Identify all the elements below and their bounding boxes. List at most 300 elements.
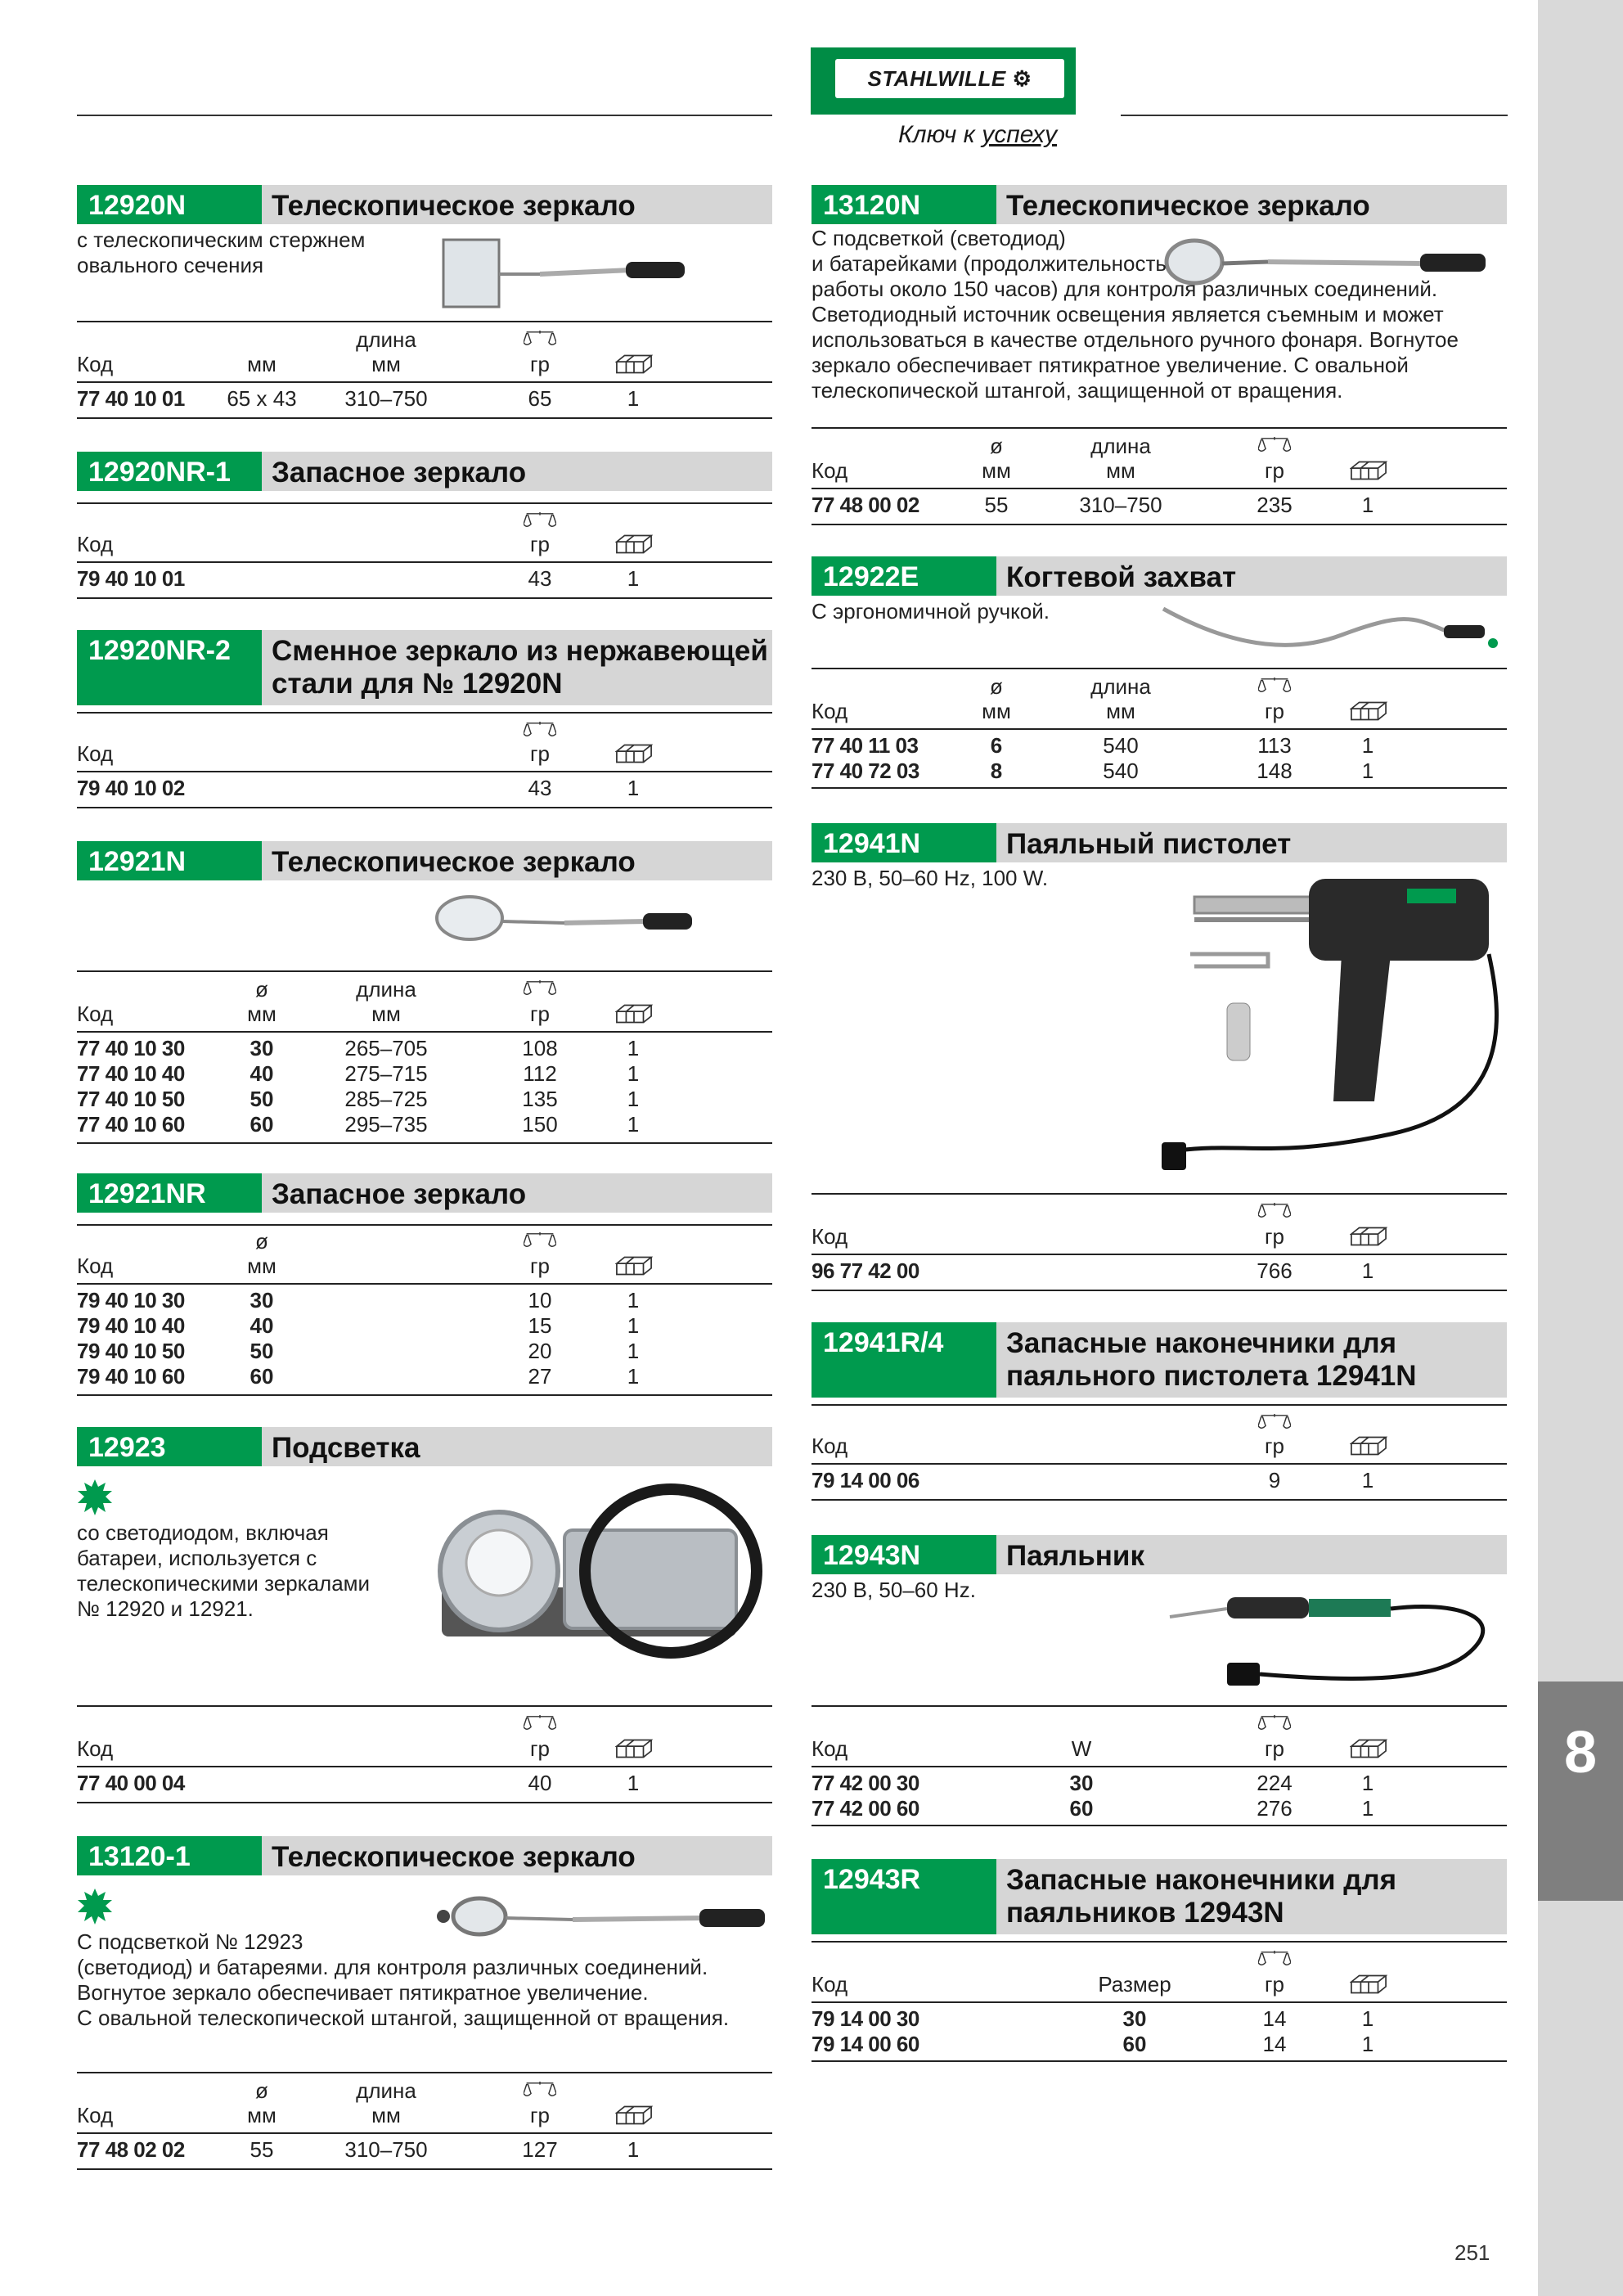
cell-diam: 8 <box>990 759 1003 783</box>
cell-code: 77 40 10 40 <box>77 1061 185 1086</box>
package-icon <box>615 1738 653 1759</box>
product-header <box>812 556 1507 596</box>
cell-qty: 1 <box>1361 1468 1374 1492</box>
cell-length: 310–750 <box>344 386 428 411</box>
weight-icon <box>1258 1201 1291 1221</box>
product-12920N <box>77 185 772 224</box>
package-icon <box>1350 1226 1387 1247</box>
col-code-label: Код <box>77 1254 114 1278</box>
rule <box>77 807 772 808</box>
package-icon <box>1350 1738 1387 1759</box>
product-desc <box>77 1929 729 2031</box>
desc-line: С эргономичной ручкой. <box>812 599 1050 624</box>
col-gr-label: гр <box>530 2103 550 2127</box>
cell-code: 79 40 10 40 <box>77 1313 185 1338</box>
cell-code: 77 40 00 04 <box>77 1771 185 1795</box>
new-star-icon <box>77 1889 113 1925</box>
cell-length: 540 <box>1103 759 1139 783</box>
product-number: 12943N <box>812 1535 996 1574</box>
col-diam-label: ø <box>255 977 268 1002</box>
cell-diam: 50 <box>250 1087 274 1111</box>
product-12921NR <box>77 1173 772 1213</box>
rule <box>812 1941 1507 1943</box>
cell-weight: 27 <box>528 1364 552 1389</box>
product-number: 12943R <box>812 1859 996 1934</box>
col-length-label: длина <box>356 2078 416 2103</box>
cell-length: 265–705 <box>344 1036 428 1060</box>
cell-weight: 127 <box>522 2137 558 2162</box>
product-12941N <box>812 823 1507 862</box>
cell-diam: 30 <box>250 1288 274 1312</box>
cell-qty: 1 <box>627 386 640 411</box>
rule <box>812 728 1507 730</box>
cell-qty: 1 <box>627 1112 640 1137</box>
spec-table <box>812 1193 1507 1290</box>
product-title: Запасное зеркало <box>272 1178 527 1210</box>
product-title: Паяльный пистолет <box>1006 828 1292 860</box>
side-margin <box>1538 0 1623 2296</box>
product-header <box>812 1535 1507 1574</box>
desc-line: с телескопическим стержнем <box>77 227 366 252</box>
col-gr-label: гр <box>530 532 550 556</box>
cell-length: 275–715 <box>344 1061 428 1086</box>
telescopic-mirror-photo <box>442 233 687 315</box>
cell-qty: 1 <box>627 1288 640 1312</box>
desc-line: (светодиод) и батареями. для контроля различных соединений. <box>77 1955 708 1979</box>
cell-code: 77 48 00 02 <box>812 493 919 517</box>
col-code-label: Код <box>812 1434 848 1458</box>
cell-diam: 55 <box>250 2137 274 2162</box>
package-icon <box>615 533 653 555</box>
table-row <box>77 1288 772 1313</box>
table-row <box>812 733 1507 759</box>
rule <box>77 597 772 599</box>
col-code-label: Код <box>77 532 114 556</box>
desc-line: батареи, используется с <box>77 1546 317 1570</box>
weight-icon <box>1258 676 1291 696</box>
soldering-iron-photo <box>1162 1584 1505 1699</box>
col-mm-label: мм <box>982 458 1011 483</box>
rule <box>812 2060 1507 2062</box>
led-light-photo <box>425 1481 769 1677</box>
spec-table <box>812 1705 1507 1826</box>
cell-diam: 40 <box>250 1061 274 1086</box>
new-star-icon <box>77 1479 113 1515</box>
rule <box>77 1283 772 1285</box>
col-gr-label: гр <box>530 352 550 376</box>
spec-table <box>77 2072 772 2170</box>
cell-qty: 1 <box>627 566 640 591</box>
rule <box>77 381 772 383</box>
spec-table <box>812 427 1507 525</box>
rule <box>77 502 772 504</box>
cell-qty: 1 <box>1361 1258 1374 1283</box>
cell-weight: 766 <box>1257 1258 1293 1283</box>
desc-line: С подсветкой № 12923 <box>77 1929 303 1954</box>
col-gr-label: гр <box>530 1254 550 1278</box>
rule <box>77 1802 772 1803</box>
cell-qty: 1 <box>627 1339 640 1363</box>
package-icon <box>615 1003 653 1024</box>
cell-weight: 235 <box>1257 493 1293 517</box>
cell-length: 285–725 <box>344 1087 428 1111</box>
product-title: Телескопическое зеркало <box>272 846 636 878</box>
cell-diam: 60 <box>250 1112 274 1137</box>
product-header <box>77 1427 772 1466</box>
col-watt-label: W <box>1071 1736 1092 1761</box>
product-12943N <box>812 1535 1507 1574</box>
product-number: 12941R/4 <box>812 1322 996 1398</box>
col-mm-label: мм <box>247 352 276 376</box>
spec-table <box>77 502 772 597</box>
rule <box>812 1825 1507 1826</box>
table-body <box>812 1771 1507 1821</box>
col-diam-label: ø <box>990 434 1003 458</box>
cell-code: 77 48 02 02 <box>77 2137 185 2162</box>
col-diam-label: ø <box>255 1229 268 1254</box>
desc-line: овального сечения <box>77 253 264 277</box>
page-number: 251 <box>1454 2240 1490 2265</box>
title-line: паяльного пистолета 12941N <box>1006 1360 1417 1392</box>
cell-code: 77 40 10 50 <box>77 1087 185 1111</box>
cell-qty: 1 <box>627 2137 640 2162</box>
cell-code: 77 40 11 03 <box>812 733 919 758</box>
cell-qty: 1 <box>1361 733 1374 758</box>
rule <box>77 1142 772 1144</box>
title-line: паяльников 12943N <box>1006 1897 1284 1929</box>
cell-code: 79 40 10 30 <box>77 1288 185 1312</box>
table-body <box>77 1036 772 1137</box>
product-13120-1 <box>77 1836 772 1875</box>
product-number: 12941N <box>812 823 996 862</box>
product-title: Запасное зеркало <box>272 457 527 488</box>
table-row <box>77 1061 772 1087</box>
product-title: Подсветка <box>272 1432 420 1464</box>
cell-code: 77 40 10 30 <box>77 1036 185 1060</box>
title-line: Сменное зеркало из нержавеющей <box>272 635 768 667</box>
col-code-label: Код <box>812 699 848 723</box>
rule <box>812 1463 1507 1465</box>
package-icon <box>615 1255 653 1276</box>
top-rule-right <box>1121 115 1508 116</box>
cell-code: 79 40 10 01 <box>77 566 185 591</box>
table-row <box>812 1771 1507 1796</box>
col-code-label: Код <box>77 1736 114 1761</box>
cell-diam: 30 <box>250 1036 274 1060</box>
rule <box>77 321 772 322</box>
section-tab: 8 <box>1538 1681 1623 1901</box>
product-number: 12923 <box>77 1427 262 1466</box>
col-gr-label: гр <box>530 1002 550 1026</box>
package-icon <box>1350 1974 1387 1995</box>
product-title: Телескопическое зеркало <box>1006 190 1370 222</box>
col-diam-label: ø <box>255 2078 268 2103</box>
cell-qty: 1 <box>1361 1796 1374 1821</box>
product-title <box>996 1322 1417 1398</box>
weight-icon <box>524 979 556 998</box>
desc-line: 230 В, 50–60 Hz. <box>812 1578 976 1602</box>
product-desc <box>77 227 365 278</box>
product-header <box>77 1836 772 1875</box>
desc-line: Вогнутое зеркало обеспечивает пятикратное увеличение. <box>77 1980 649 2005</box>
col-gr-label: гр <box>1265 1224 1284 1249</box>
table-row <box>77 1364 772 1389</box>
col-gr-label: гр <box>1265 1972 1284 1997</box>
rule <box>77 1031 772 1033</box>
spec-table <box>812 1404 1507 1499</box>
product-desc <box>77 1520 370 1622</box>
rule <box>77 561 772 563</box>
cell-weight: 150 <box>522 1112 558 1137</box>
rule <box>812 1499 1507 1501</box>
col-length-label: длина <box>356 977 416 1002</box>
cell-weight: 112 <box>523 1061 557 1086</box>
cell-watt: 60 <box>1069 1796 1094 1821</box>
title-line: Запасные наконечники для <box>1006 1864 1397 1896</box>
cell-weight: 9 <box>1268 1468 1281 1492</box>
weight-icon <box>1258 1412 1291 1432</box>
desc-line: Светодиодный источник освещения является съемным и может <box>812 302 1444 326</box>
product-header <box>77 185 772 224</box>
cell-qty: 1 <box>627 776 640 800</box>
slogan-emph: успеху <box>982 121 1058 148</box>
product-title: Когтевой захват <box>1006 561 1237 593</box>
desc-line: № 12920 и 12921. <box>77 1596 254 1621</box>
weight-icon <box>524 2080 556 2100</box>
spec-table <box>77 321 772 419</box>
cell-weight: 148 <box>1257 759 1293 783</box>
spec-table <box>77 1224 772 1398</box>
table-row <box>77 1112 772 1137</box>
rule <box>812 668 1507 669</box>
product-header <box>77 841 772 880</box>
cell-size: 65 x 43 <box>227 386 297 411</box>
product-number: 12921N <box>77 841 262 880</box>
weight-icon <box>1258 1713 1291 1733</box>
rule <box>812 1193 1507 1195</box>
col-diam-label: ø <box>990 674 1003 699</box>
cell-diam: 40 <box>250 1313 274 1338</box>
cell-qty: 1 <box>627 1087 640 1111</box>
cell-watt: 30 <box>1069 1771 1094 1795</box>
col-mm-label: мм <box>247 2103 276 2127</box>
col-code-label: Код <box>77 741 114 766</box>
table-row <box>812 1796 1507 1821</box>
claw-pickup-photo <box>1162 602 1505 660</box>
product-number: 12920N <box>77 185 262 224</box>
col-length-label: длина <box>356 327 416 352</box>
cell-code: 79 40 10 60 <box>77 1364 185 1389</box>
rule <box>812 1404 1507 1406</box>
product-desc <box>812 599 1050 624</box>
cell-weight: 108 <box>522 1036 558 1060</box>
product-number: 12920NR-2 <box>77 630 262 705</box>
cell-code: 79 40 10 50 <box>77 1339 185 1363</box>
desc-line: со светодиодом, включая <box>77 1520 329 1545</box>
product-number: 12921NR <box>77 1173 262 1213</box>
cell-weight: 14 <box>1262 2006 1287 2031</box>
desc-line: зеркало обеспечивает пятикратное увеличение. С овальной <box>812 353 1409 377</box>
weight-icon <box>524 1231 556 1250</box>
rule <box>77 417 772 419</box>
logo-text: STAHLWILLE <box>867 65 1006 91</box>
rule <box>77 2168 772 2170</box>
cell-weight: 20 <box>528 1339 552 1363</box>
package-icon <box>1350 700 1387 722</box>
table-body <box>77 1288 772 1389</box>
cell-size: 60 <box>1122 2032 1147 2056</box>
product-title <box>996 1859 1396 1934</box>
cell-weight: 40 <box>528 1771 552 1795</box>
cell-code: 79 14 00 30 <box>812 2006 919 2031</box>
col-gr-label: гр <box>1265 1736 1284 1761</box>
weight-icon <box>524 720 556 740</box>
rule <box>77 1705 772 1707</box>
round-mirror-photo <box>434 892 695 957</box>
col-mm-label: мм <box>247 1002 276 1026</box>
col-mm-label: мм <box>1106 699 1135 723</box>
product-desc <box>812 866 1048 891</box>
product-header <box>812 823 1507 862</box>
col-code-label: Код <box>77 1002 114 1026</box>
spec-table <box>77 970 772 1146</box>
cell-length: 540 <box>1103 733 1139 758</box>
product-header <box>812 1322 1507 1398</box>
cell-diam: 50 <box>250 1339 274 1363</box>
product-12941R4 <box>812 1322 1507 1398</box>
col-length-label: длина <box>1090 674 1151 699</box>
cell-qty: 1 <box>627 1364 640 1389</box>
col-code-label: Код <box>812 1972 848 1997</box>
cell-code: 77 40 10 60 <box>77 1112 185 1137</box>
cell-code: 77 40 72 03 <box>812 759 919 783</box>
cell-qty: 1 <box>627 1771 640 1795</box>
col-gr-label: гр <box>530 741 550 766</box>
col-gr-label: гр <box>530 1736 550 1761</box>
cell-weight: 10 <box>528 1288 552 1312</box>
package-icon <box>615 2105 653 2126</box>
cell-code: 79 14 00 06 <box>812 1468 919 1492</box>
product-title: Телескопическое зеркало <box>272 1841 636 1873</box>
weight-icon <box>1258 1949 1291 1969</box>
product-header <box>77 452 772 491</box>
table-row <box>812 759 1507 784</box>
table-row <box>77 1036 772 1061</box>
cell-code: 79 14 00 60 <box>812 2032 919 2056</box>
cell-code: 77 42 00 60 <box>812 1796 919 1821</box>
cell-weight: 113 <box>1257 733 1292 758</box>
rule <box>77 771 772 772</box>
product-number: 12920NR-1 <box>77 452 262 491</box>
col-size-label: Размер <box>1098 1972 1171 1997</box>
cell-code: 77 42 00 30 <box>812 1771 919 1795</box>
rule <box>812 1705 1507 1707</box>
rule <box>77 1394 772 1396</box>
product-12920NR-1 <box>77 452 772 491</box>
title-line: стали для № 12920N <box>272 668 563 700</box>
col-mm-label: мм <box>371 1002 401 1026</box>
table-row <box>77 1339 772 1364</box>
desc-line: использоваться в качестве отдельного ручного фонаря. Вогнутое <box>812 327 1459 352</box>
cell-length: 310–750 <box>344 2137 428 2162</box>
cell-qty: 1 <box>1361 2032 1374 2056</box>
cell-length: 310–750 <box>1079 493 1162 517</box>
table-body <box>812 2006 1507 2057</box>
col-gr-label: гр <box>1265 1434 1284 1458</box>
desc-line: телескопической штангой, защищенной от вращения. <box>812 378 1343 403</box>
rule <box>77 1224 772 1226</box>
cell-length: 295–735 <box>344 1112 428 1137</box>
cell-qty: 1 <box>1361 493 1374 517</box>
cell-code: 77 40 10 01 <box>77 386 185 411</box>
col-code-label: Код <box>812 1224 848 1249</box>
package-icon <box>615 743 653 764</box>
soldering-gun-photo <box>1145 864 1505 1191</box>
rule <box>812 427 1507 429</box>
title-line: Запасные наконечники для <box>1006 1327 1397 1359</box>
rule <box>77 2072 772 2073</box>
cell-code: 96 77 42 00 <box>812 1258 919 1283</box>
col-code-label: Код <box>812 458 848 483</box>
desc-line: и батарейками (продолжительность <box>812 251 1167 276</box>
desc-line: 230 В, 50–60 Hz, 100 W. <box>812 866 1049 890</box>
product-desc <box>812 1578 976 1603</box>
col-code-label: Код <box>77 2103 114 2127</box>
product-number: 12922E <box>812 556 996 596</box>
cell-weight: 65 <box>528 386 552 411</box>
col-mm-label: мм <box>371 2103 401 2127</box>
spec-table <box>77 1705 772 1802</box>
spec-table <box>77 712 772 807</box>
table-row <box>77 1087 772 1112</box>
col-mm-label: мм <box>371 352 401 376</box>
weight-icon <box>524 1713 556 1733</box>
weight-icon <box>524 329 556 349</box>
cell-qty: 1 <box>627 1313 640 1338</box>
cell-weight: 135 <box>522 1087 558 1111</box>
brand-logo: STAHLWILLE ⚙ <box>811 47 1076 115</box>
col-mm-label: мм <box>982 699 1011 723</box>
product-12923 <box>77 1427 772 1466</box>
package-icon <box>615 353 653 375</box>
cell-diam: 6 <box>990 733 1003 758</box>
slogan <box>898 121 1057 149</box>
package-icon <box>1350 1435 1387 1456</box>
weight-icon <box>524 511 556 530</box>
product-12921N <box>77 841 772 880</box>
rule <box>812 1766 1507 1767</box>
desc-line: С овальной телескопической штангой, защищенной от вращения. <box>77 2006 730 2030</box>
product-12943R <box>812 1859 1507 1934</box>
table-body <box>812 733 1507 784</box>
cell-code: 79 40 10 02 <box>77 776 185 800</box>
product-desc <box>812 226 1459 403</box>
table-row <box>812 2032 1507 2057</box>
rule <box>812 488 1507 489</box>
product-header <box>77 630 772 705</box>
rule <box>812 1254 1507 1255</box>
rule <box>812 787 1507 789</box>
product-12922E <box>812 556 1507 596</box>
col-mm-label: мм <box>1106 458 1135 483</box>
cell-weight: 14 <box>1262 2032 1287 2056</box>
product-12920NR-2 <box>77 630 772 705</box>
desc-line: телескопическими зеркалами <box>77 1571 371 1596</box>
cell-qty: 1 <box>627 1061 640 1086</box>
product-13120N <box>812 185 1507 224</box>
cell-diam: 55 <box>984 493 1009 517</box>
cell-qty: 1 <box>627 1036 640 1060</box>
